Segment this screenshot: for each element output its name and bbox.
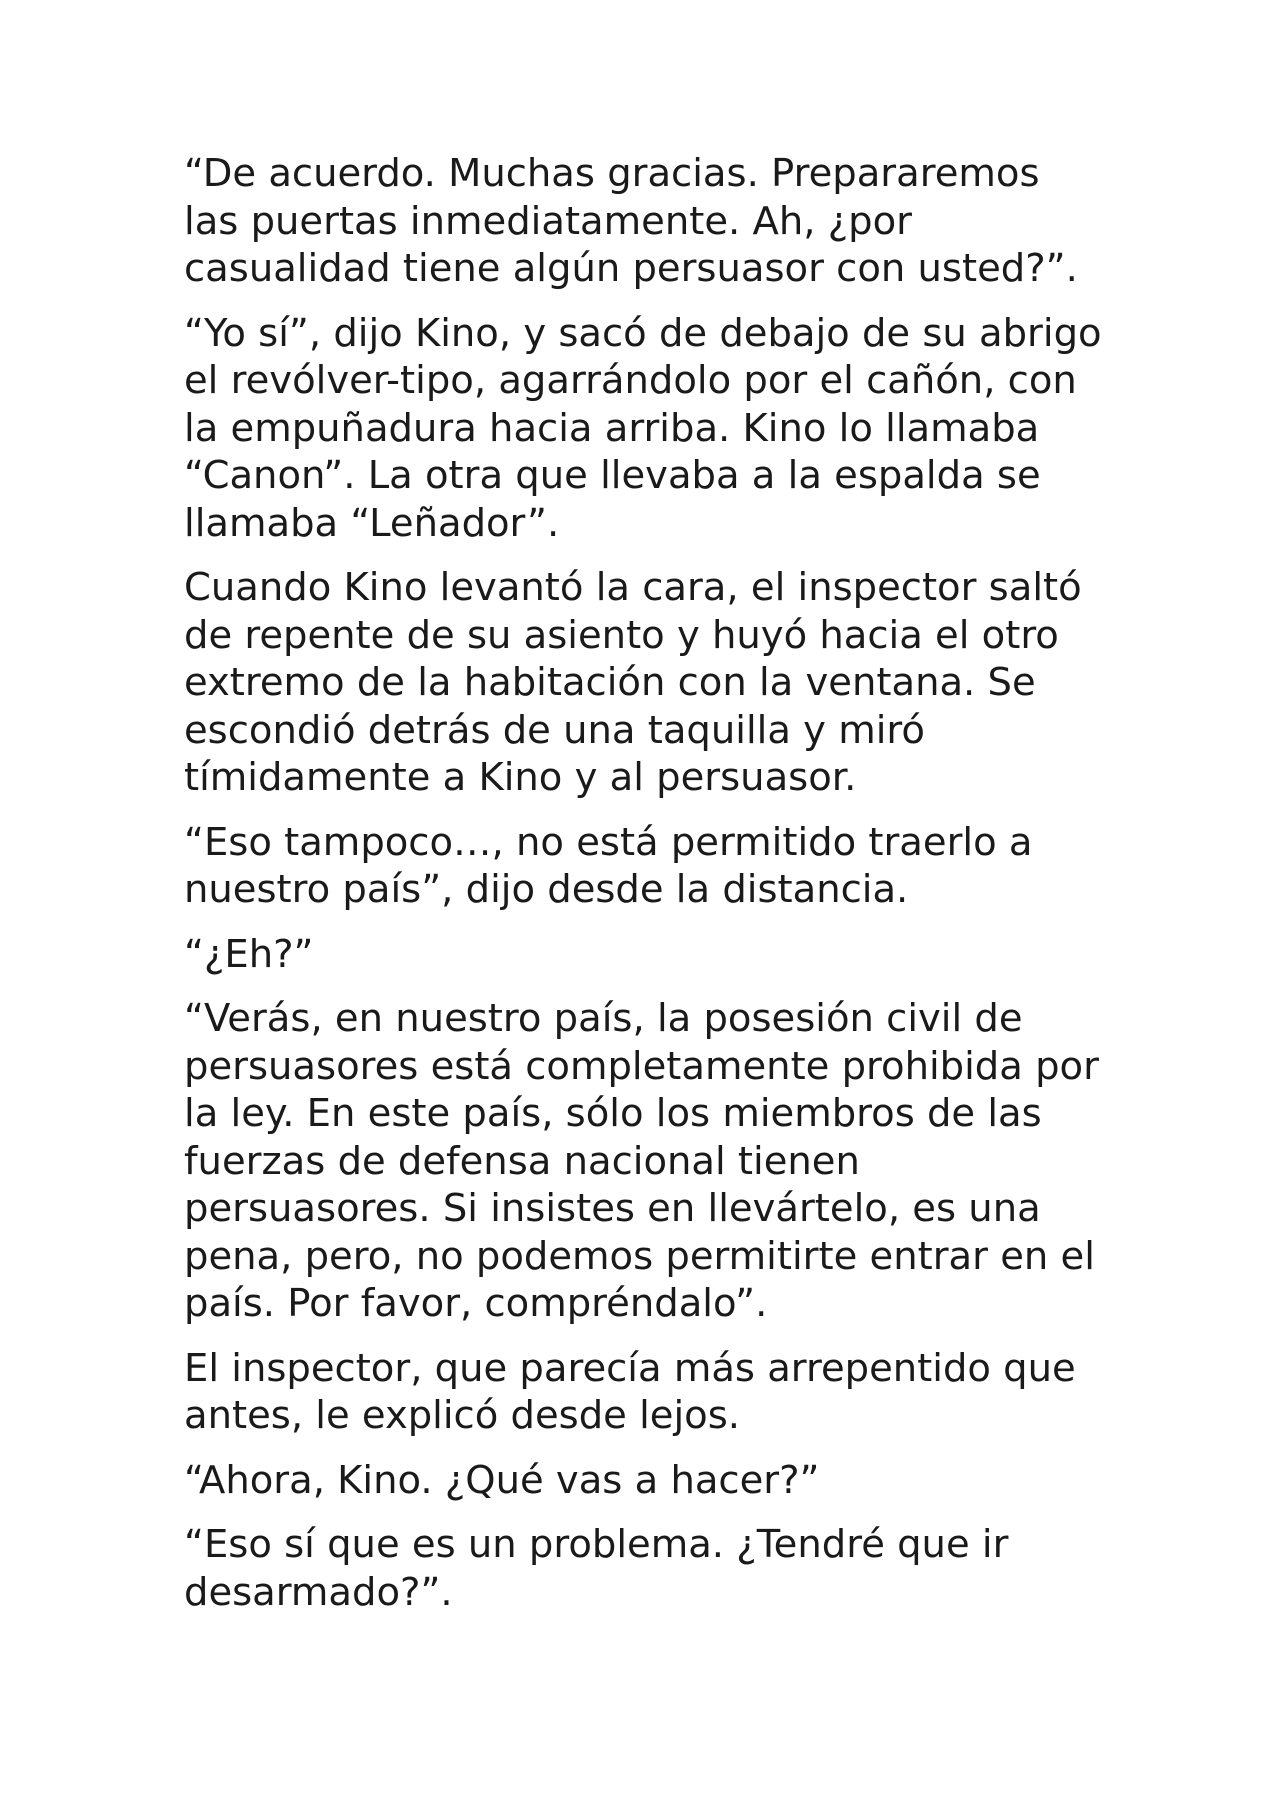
paragraph: “¿Eh?” bbox=[184, 931, 314, 977]
paragraph: Cuando Kino levantó la cara, el inspector saltó de repente de su asiento y huyó hacia el otro extremo de la habitación con la ventana. Se escondió detrás de una taquilla y miró tímidamente a Kino y al persuasor. bbox=[184, 565, 1082, 800]
paragraph: “De acuerdo. Muchas gracias. Prepararemos las puertas inmediatamente. Ah, ¿por casualidad tiene algún persuasor con usted?”. bbox=[184, 151, 1078, 291]
paragraph: “Ahora, Kino. ¿Qué vas a hacer?” bbox=[184, 1457, 820, 1503]
paragraph: “Eso tampoco…, no está permitido traerlo a nuestro país”, dijo desde la distancia. bbox=[184, 819, 1033, 912]
paragraph: “Verás, en nuestro país, la posesión civil de persuasores está completamente prohibida por la ley. En este país, sólo los miembros de las fuerzas de defensa nacional tienen persuasores. Si insistes en llevártelo, es una pena, pero, no podemos permitirte entrar en el país. Por favor, compréndalo”. bbox=[184, 996, 1099, 1326]
paragraph: El inspector, que parecía más arrepentido que antes, le explicó desde lejos. bbox=[184, 1345, 1076, 1438]
body-text bbox=[184, 150, 1104, 1633]
paragraph: “Yo sí”, dijo Kino, y sacó de debajo de su abrigo el revólver-tipo, agarrándolo por el cañón, con la empuñadura hacia arriba. Kino lo llamaba “Canon”. La otra que llevaba a la espalda se llamaba “Leñador”. bbox=[184, 310, 1102, 546]
paragraph: “Eso sí que es un problema. ¿Tendré que ir desarmado?”. bbox=[184, 1522, 1009, 1615]
